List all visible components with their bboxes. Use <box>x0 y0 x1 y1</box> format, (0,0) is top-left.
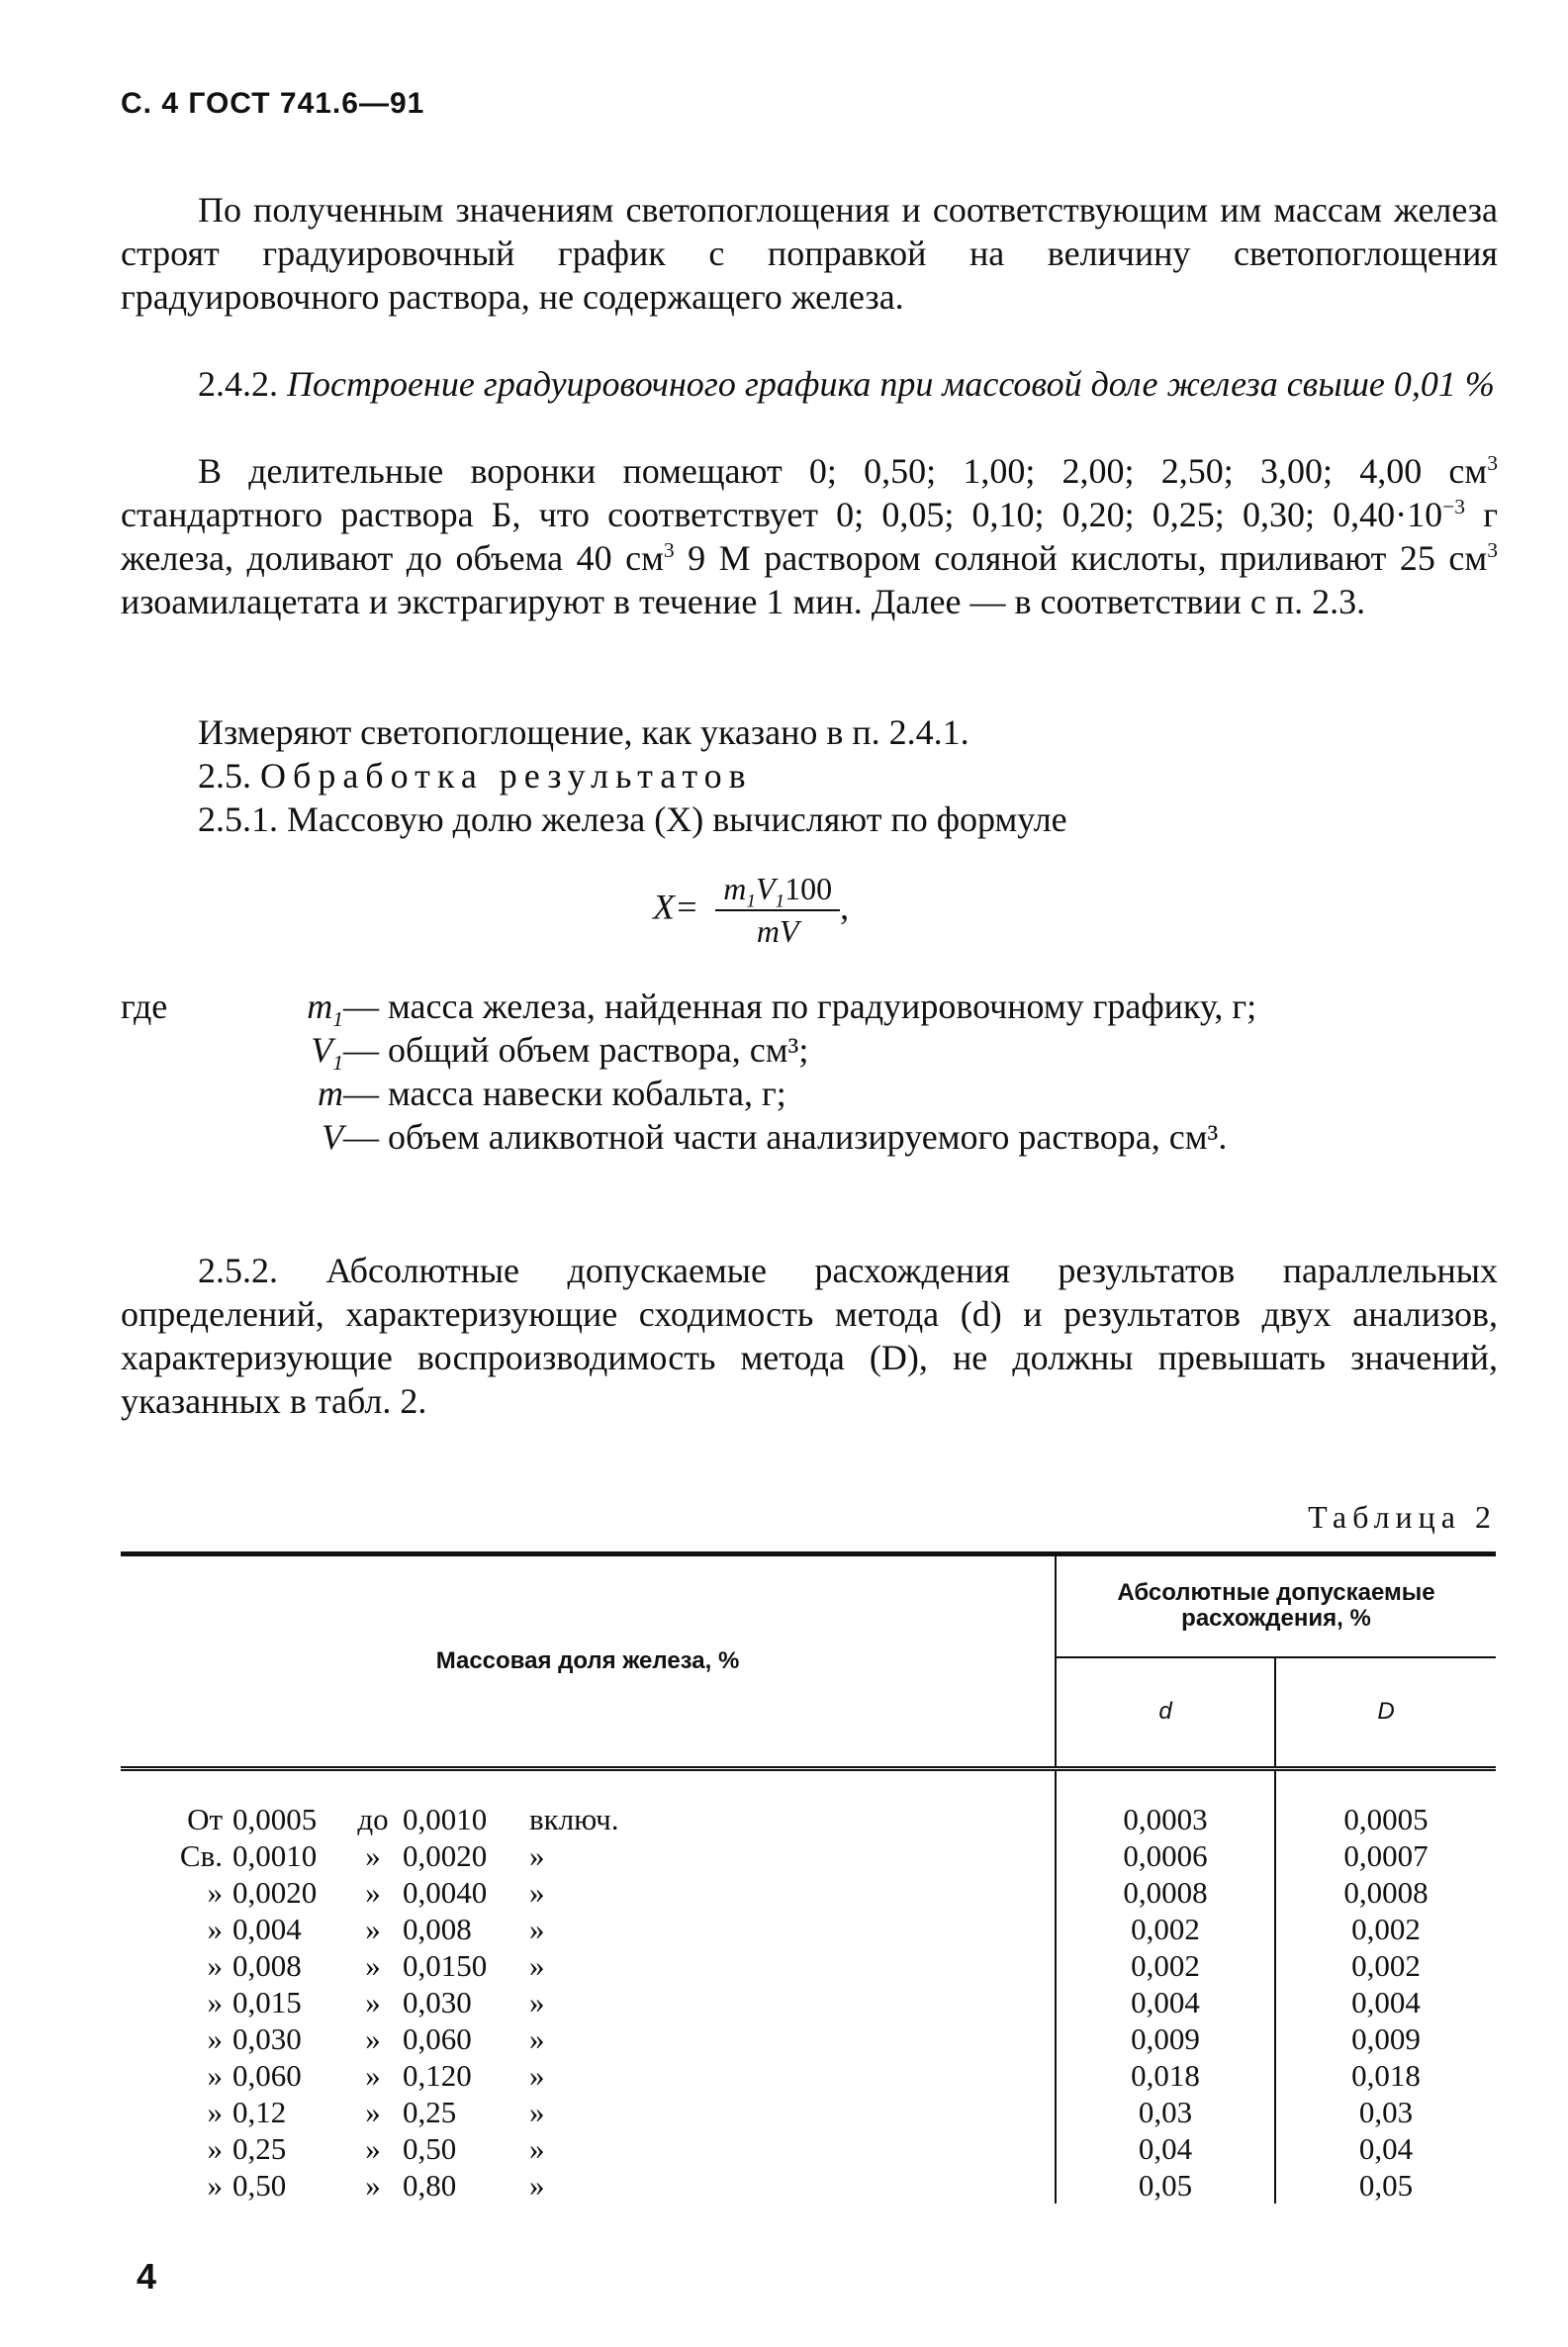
cell-d: 0,0006 <box>1056 1837 1275 1874</box>
cell-d: 0,0003 <box>1056 1801 1275 1837</box>
range-to: 0,0040 <box>403 1875 488 1910</box>
cell-D: 0,002 <box>1351 1912 1421 1946</box>
cell-mass-fraction-range <box>121 1911 1056 1947</box>
legend-item: $V_1—$ общий объем раствора, см³; <box>311 1030 809 1076</box>
table-caption: Таблица 2 <box>1308 1499 1497 1535</box>
paragraph-calibration: По полученным значениям светопоглощения и соответствующим им массам железа строят градуировочный график с поправкой на величину светопоглощения градуировочного раствора, не содержащего железа. <box>121 190 1498 317</box>
range-post: » <box>529 2058 545 2093</box>
table-row <box>121 2130 1496 2167</box>
cell-d: 0,04 <box>1056 2130 1275 2167</box>
range-from: 0,0005 <box>232 1802 318 1836</box>
table-row <box>121 1984 1496 2020</box>
section-title: Обработка результатов <box>260 756 753 796</box>
cell-mass-fraction-range <box>121 1947 1056 1984</box>
range-to: 0,060 <box>403 2021 472 2056</box>
table-row <box>121 1947 1496 1984</box>
superscript: 3 <box>663 538 675 562</box>
range-pre: » <box>207 1985 223 2019</box>
range-mid: до <box>357 1802 389 1836</box>
range-to: 0,030 <box>403 1985 472 2019</box>
range-mid: » <box>365 2021 381 2056</box>
range-from: 0,0020 <box>232 1875 318 1910</box>
section-title: Построение градуировочного графика при массовой доле железа свыше 0,01 % <box>287 364 1495 404</box>
paragraph-procedure <box>121 449 1498 623</box>
procedure-text-5: изоамилацетата и экстрагируют в течение 1 мин. Далее — в соответствии с п. 2.3. <box>121 582 1366 621</box>
superscript: 3 <box>1487 538 1498 562</box>
exponent: −3 <box>1442 495 1466 518</box>
legend-item: где $m_1—$ масса железа, найденная по градуировочному графику, г; <box>121 986 1257 1032</box>
page-header: С. 4 ГОСТ 741.6—91 <box>121 87 425 120</box>
range-mid: » <box>365 1985 381 2019</box>
range-mid: » <box>365 2058 381 2093</box>
range-from: 0,008 <box>232 1948 302 1983</box>
formula-fraction <box>715 871 840 950</box>
section-2-5-heading <box>121 754 1498 798</box>
range-pre: » <box>207 1912 223 1946</box>
paragraph-tolerances: 2.5.2. Абсолютные допускаемые расхождения результатов параллельных определений, характеризующие сходимость метода (d) и результатов двух анализов, характеризующие воспроизводимость метода (D), не должны превышать значений, указанных в табл. 2. <box>121 1251 1498 1421</box>
range-from: 0,50 <box>232 2168 287 2203</box>
table-row <box>121 2094 1496 2130</box>
range-pre: » <box>207 2168 223 2203</box>
col-header-mass-fraction: Массовая доля железа, % <box>121 1554 1056 1769</box>
cell-mass-fraction-range <box>121 2130 1056 2167</box>
formula-denominator: mV <box>756 913 799 949</box>
cell-mass-fraction-range <box>121 1874 1056 1911</box>
cell-mass-fraction-range <box>121 1984 1056 2020</box>
range-to: 0,0020 <box>403 1838 488 1873</box>
cell-d: 0,004 <box>1056 1984 1275 2020</box>
procedure-text-3: г железа, доливают до объема 40 см <box>121 495 1498 578</box>
range-from: 0,12 <box>232 2095 287 2129</box>
range-post: » <box>529 2021 545 2056</box>
range-from: 0,004 <box>232 1912 302 1946</box>
range-mid: » <box>365 1838 381 1873</box>
cell-mass-fraction-range <box>121 1801 1056 1837</box>
col-header-D: D <box>1275 1657 1496 1769</box>
range-post: » <box>529 1948 545 1983</box>
range-to: 0,50 <box>403 2131 457 2166</box>
range-post: включ. <box>529 1802 619 1836</box>
cell-D: 0,002 <box>1351 1948 1421 1983</box>
paragraph-formula-intro: 2.5.1. Массовую долю железа (X) вычисляют по формуле <box>198 799 1067 839</box>
range-from: 0,015 <box>232 1985 302 2019</box>
formula-comma: , <box>840 887 850 927</box>
cell-D: 0,05 <box>1358 2168 1414 2203</box>
range-to: 0,0150 <box>403 1948 488 1983</box>
cell-D: 0,004 <box>1351 1985 1421 2019</box>
table-row <box>121 1837 1496 1874</box>
cell-d: 0,05 <box>1056 2167 1275 2204</box>
legend-item: m— масса навески кобальта, г; <box>318 1074 786 1113</box>
cell-D: 0,03 <box>1358 2095 1414 2129</box>
cell-d: 0,002 <box>1056 1947 1275 1984</box>
range-mid: » <box>365 2095 381 2129</box>
range-from: 0,030 <box>232 2021 302 2056</box>
cell-D: 0,04 <box>1358 2131 1414 2166</box>
range-pre: » <box>207 1948 223 1983</box>
legend-where: где <box>121 986 168 1026</box>
range-post: » <box>529 1985 545 2019</box>
page-number: 4 <box>137 2256 157 2297</box>
cell-d: 0,0008 <box>1056 1874 1275 1911</box>
range-post: » <box>529 2168 545 2203</box>
range-post: » <box>529 1838 545 1873</box>
legend-item: V— объем аликвотной части анализируемого раствора, см³. <box>322 1117 1228 1157</box>
range-mid: » <box>365 1948 381 1983</box>
range-mid: » <box>365 2168 381 2203</box>
cell-d: 0,009 <box>1056 2020 1275 2057</box>
section-number: 2.4.2. <box>198 364 278 404</box>
range-mid: » <box>365 1912 381 1946</box>
section-2-4-2-heading <box>121 362 1498 406</box>
col-header-tolerances: Абсолютные допускаемые расхождения, % <box>1056 1554 1496 1657</box>
range-pre: » <box>207 2131 223 2166</box>
tolerance-table <box>121 1551 1496 2204</box>
table-row <box>121 2057 1496 2094</box>
formula-legend <box>121 985 1498 1159</box>
range-pre: » <box>207 2095 223 2129</box>
cell-D: 0,0005 <box>1343 1802 1429 1836</box>
range-to: 0,25 <box>403 2095 457 2129</box>
table-body <box>121 1769 1496 2205</box>
range-post: » <box>529 2095 545 2129</box>
range-to: 0,120 <box>403 2058 472 2093</box>
table-row <box>121 1801 1496 1837</box>
cell-d: 0,018 <box>1056 2057 1275 2094</box>
range-post: » <box>529 1875 545 1910</box>
range-mid: » <box>365 2131 381 2166</box>
cell-D: 0,018 <box>1351 2058 1421 2093</box>
cell-D: 0,009 <box>1351 2021 1421 2056</box>
range-mid: » <box>365 1875 381 1910</box>
cell-mass-fraction-range <box>121 1837 1056 1874</box>
formula-numerator: $m_1V_1100$ <box>715 871 840 911</box>
table-row <box>121 2167 1496 2204</box>
range-post: » <box>529 1912 545 1946</box>
col-header-d: d <box>1056 1657 1275 1769</box>
range-from: 0,060 <box>232 2058 302 2093</box>
formula-lhs: X= <box>653 887 699 927</box>
range-from: 0,25 <box>232 2131 287 2166</box>
procedure-text-4: 9 М раствором соляной кислоты, приливают 25 см <box>674 538 1488 578</box>
range-to: 0,0010 <box>403 1802 488 1836</box>
range-post: » <box>529 2131 545 2166</box>
table-row <box>121 2020 1496 2057</box>
table-row <box>121 1874 1496 1911</box>
range-pre: » <box>207 2058 223 2093</box>
cell-D: 0,0008 <box>1343 1875 1429 1910</box>
range-from: 0,0010 <box>232 1838 318 1873</box>
formula <box>653 871 849 950</box>
cell-mass-fraction-range <box>121 2057 1056 2094</box>
range-to: 0,008 <box>403 1912 472 1946</box>
table-row <box>121 1911 1496 1947</box>
superscript: 3 <box>1487 451 1498 475</box>
cell-mass-fraction-range <box>121 2094 1056 2130</box>
cell-mass-fraction-range <box>121 2167 1056 2204</box>
cell-d: 0,03 <box>1056 2094 1275 2130</box>
paragraph-measure: Измеряют светопоглощение, как указано в п. 2.4.1. <box>198 712 969 752</box>
cell-d: 0,002 <box>1056 1911 1275 1947</box>
range-to: 0,80 <box>403 2168 457 2203</box>
section-number: 2.5. <box>198 756 251 796</box>
procedure-text-1: В делительные воронки помещают 0; 0,50; 1,00; 2,00; 2,50; 3,00; 4,00 см <box>198 451 1488 491</box>
range-pre: » <box>207 1875 223 1910</box>
range-pre: » <box>207 2021 223 2056</box>
cell-D: 0,0007 <box>1343 1838 1429 1873</box>
procedure-text-2: стандартного раствора Б, что соответствует 0; 0,05; 0,10; 0,20; 0,25; 0,30; 0,40·10 <box>121 495 1443 534</box>
cell-mass-fraction-range <box>121 2020 1056 2057</box>
range-pre: От <box>187 1802 223 1836</box>
range-pre: Св. <box>179 1838 223 1873</box>
